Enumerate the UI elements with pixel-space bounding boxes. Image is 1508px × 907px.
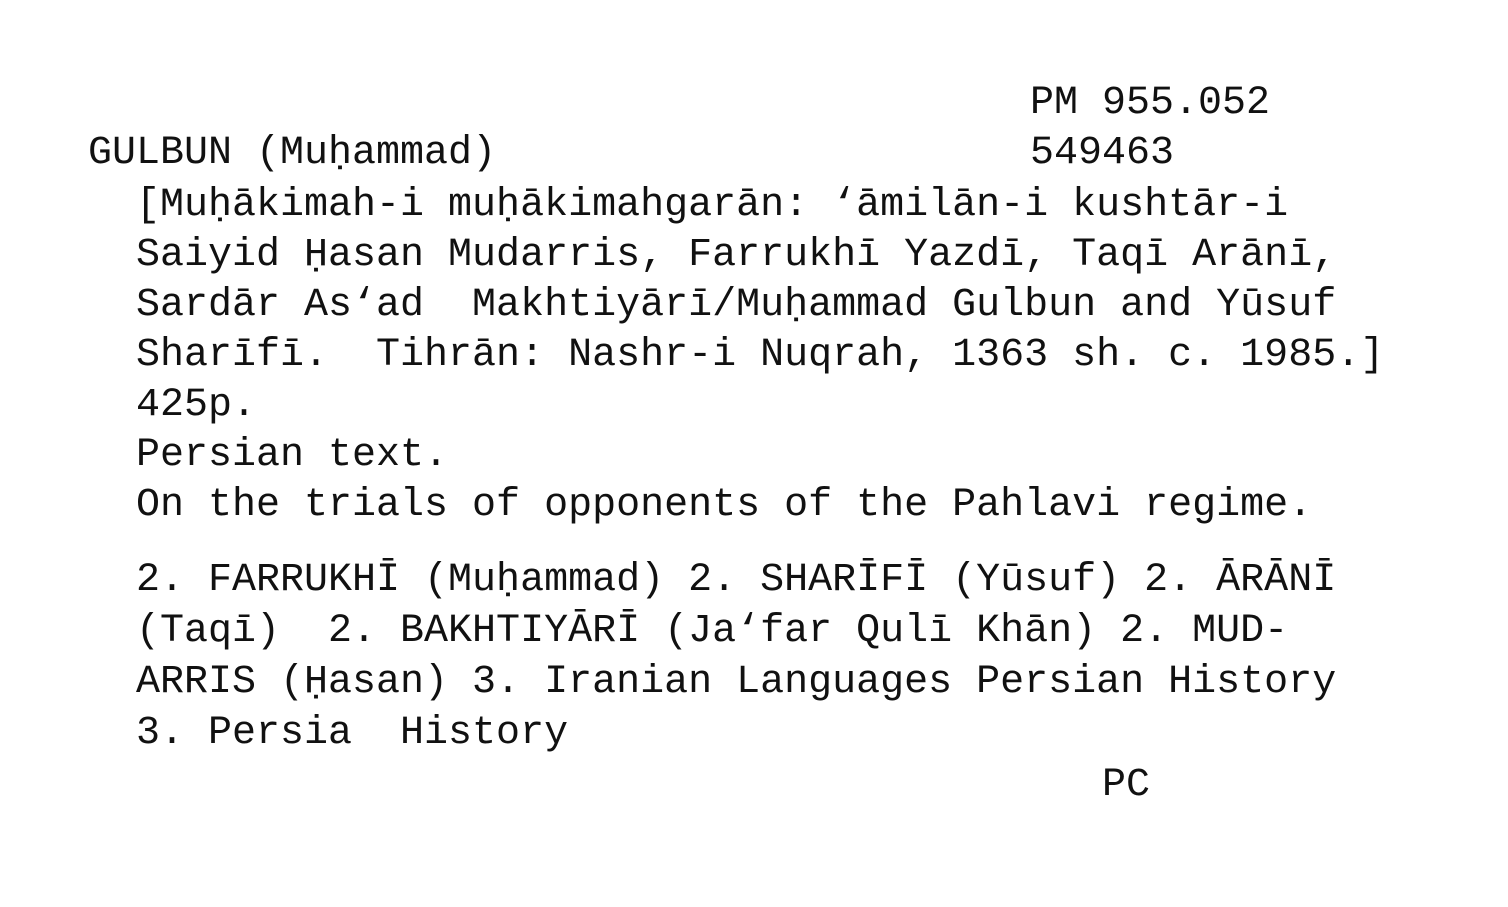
- title-line-2: Saiyid Ḥasan Mudarris, Farrukhī Yazdī, Taqī Arānī,: [136, 233, 1337, 278]
- note-summary: On the trials of opponents of the Pahlavi regime.: [136, 483, 1313, 528]
- accession-number: 549463: [1030, 131, 1175, 176]
- subject-line-2: (Taqī) 2. BAKHTIYĀRĪ (Ja‘far Qulī Khān) 2. MUD-: [136, 609, 1289, 654]
- cataloguer-initials: PC: [1102, 763, 1151, 808]
- subject-line-1: 2. FARRUKHĪ (Muḥammad) 2. SHARĪFĪ (Yūsuf) 2. ĀRĀNĪ: [136, 558, 1337, 603]
- title-line-1: [Muḥākimah-i muḥākimahgarān: ‘āmilān-i kushtār-i: [136, 183, 1289, 228]
- shelfmark: PM 955.052: [1030, 81, 1271, 126]
- pagination: 425p.: [136, 383, 257, 428]
- subject-line-4: 3. Persia History: [136, 711, 569, 756]
- title-line-3: Sardār As‘ad Makhtiyārī/Muḥammad Gulbun and Yūsuf: [136, 283, 1337, 328]
- title-line-4: Sharīfī. Tihrān: Nashr-i Nuqrah, 1363 sh. c. 1985.]: [136, 333, 1385, 378]
- main-entry-heading: GULBUN (Muḥammad): [88, 131, 497, 176]
- subject-line-3: ARRIS (Ḥasan) 3. Iranian Languages Persian History: [136, 660, 1337, 705]
- note-language: Persian text.: [136, 433, 449, 478]
